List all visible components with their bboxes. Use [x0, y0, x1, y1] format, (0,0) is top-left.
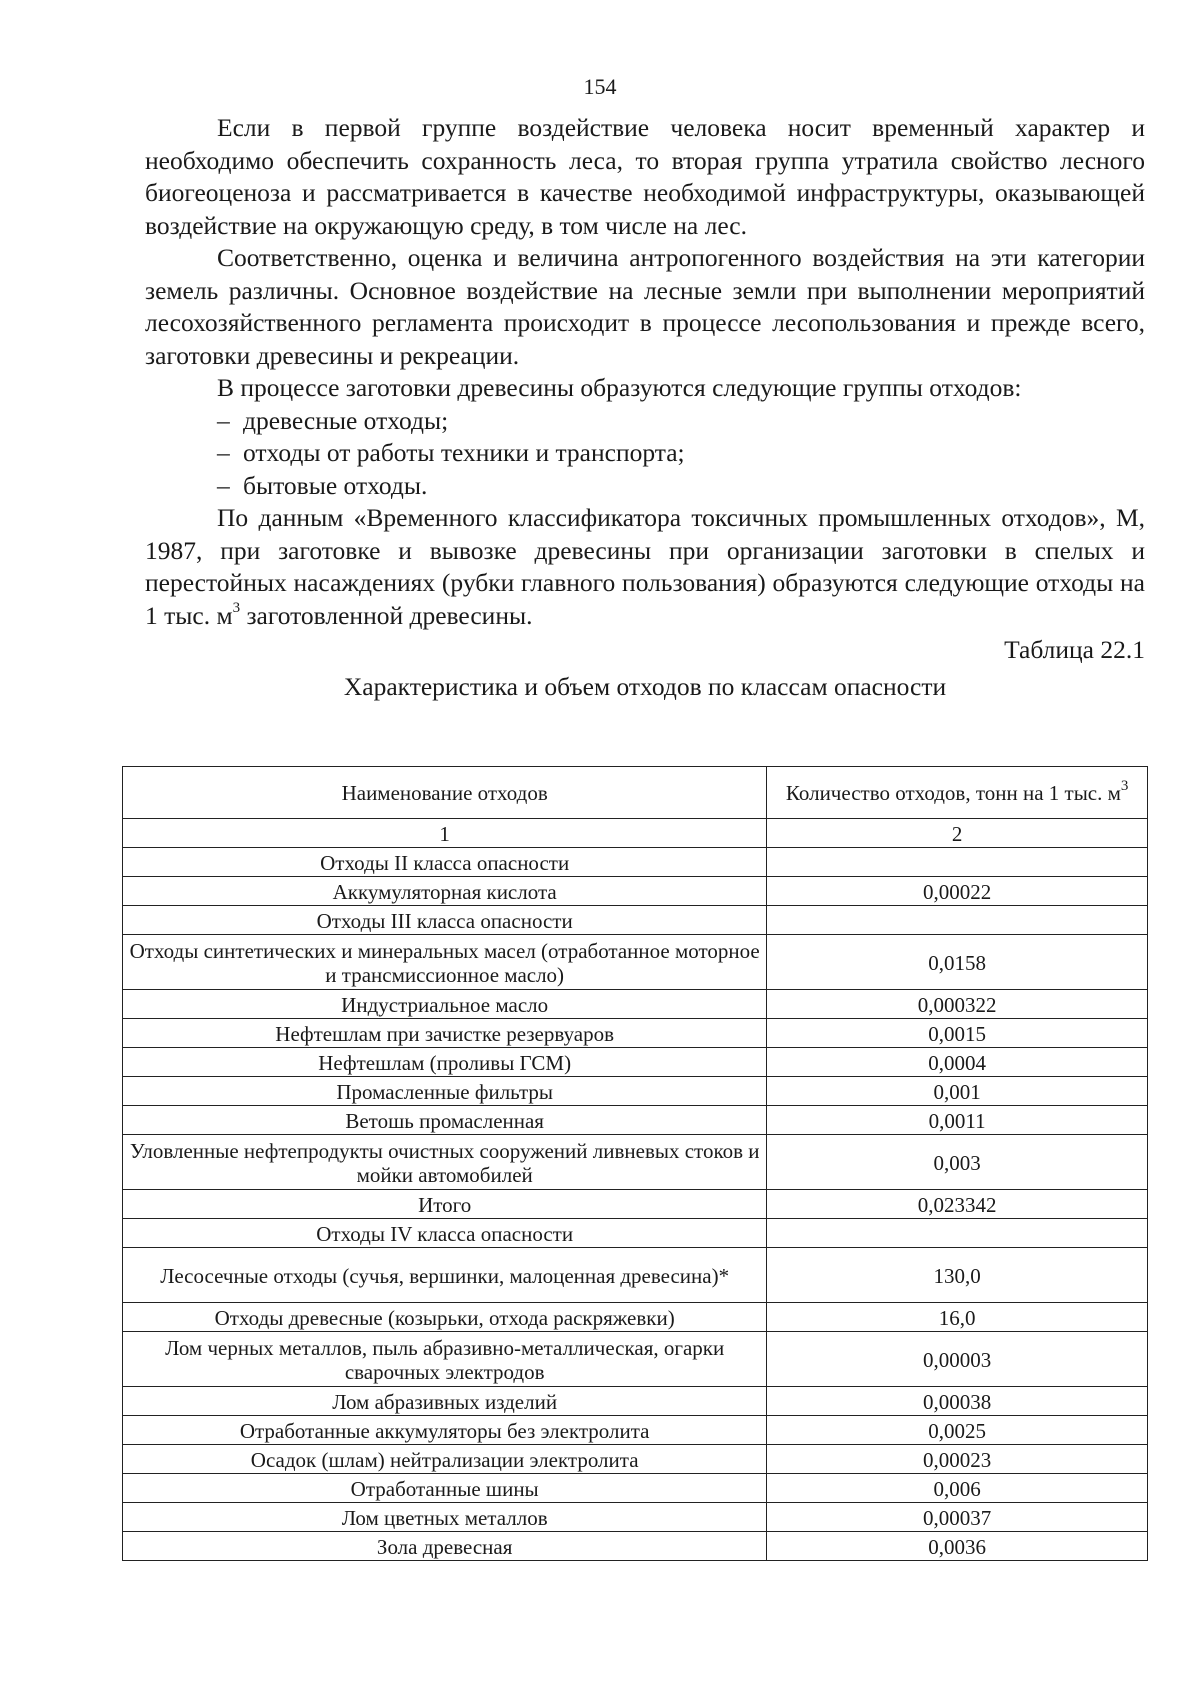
waste-name: Отходы III класса опасности [123, 906, 767, 935]
table-row-total [123, 1190, 1148, 1219]
superscript: 3 [1120, 778, 1129, 794]
list-item-text: древесные отходы; [243, 405, 449, 435]
classifier-text: По данным «Временного классификатора токсичных промышленных отходов», М, 1987, при заготовке и вывозке древесины при организации заготовки в спелых и перестойных насаждениях (рубки главного пользования) образуются следующие отходы на 1 тыс. м [145, 503, 1145, 630]
waste-amount [767, 848, 1148, 877]
waste-name: Промасленные фильтры [123, 1077, 767, 1106]
table-row [123, 1445, 1148, 1474]
waste-name: Отработанные шины [123, 1474, 767, 1503]
waste-amount [767, 1219, 1148, 1248]
header-waste-name: Наименование отходов [123, 767, 767, 819]
table-row [123, 1303, 1148, 1332]
waste-table [122, 766, 1148, 1561]
waste-name: Нефтешлам при зачистке резервуаров [123, 1019, 767, 1048]
waste-amount: 0,0158 [767, 935, 1148, 990]
table-row [123, 1135, 1148, 1190]
table-row [123, 1503, 1148, 1532]
waste-amount: 0,00037 [767, 1503, 1148, 1532]
column-number: 2 [767, 819, 1148, 848]
waste-amount: 0,0025 [767, 1416, 1148, 1445]
waste-name: Лом черных металлов, пыль абразивно-металлическая, огарки сварочных электродов [123, 1332, 767, 1387]
waste-name: Осадок (шлам) нейтрализации электролита [123, 1445, 767, 1474]
table-row [123, 1077, 1148, 1106]
table-label: Таблица 22.1 [1004, 635, 1145, 664]
waste-amount: 0,023342 [767, 1190, 1148, 1219]
superscript: 3 [232, 600, 241, 616]
waste-amount: 0,0015 [767, 1019, 1148, 1048]
body-text [145, 112, 1145, 703]
waste-amount: 0,000322 [767, 990, 1148, 1019]
waste-name: Отходы синтетических и минеральных масел (отработанное моторное и трансмиссионное масло) [123, 935, 767, 990]
column-number: 1 [123, 819, 767, 848]
table-row [123, 1474, 1148, 1503]
waste-name: Зола древесная [123, 1532, 767, 1561]
waste-amount: 0,006 [767, 1474, 1148, 1503]
table-row [123, 906, 1148, 935]
header-waste-amount [767, 767, 1148, 819]
waste-amount: 0,00003 [767, 1332, 1148, 1387]
waste-name: Отходы IV класса опасности [123, 1219, 767, 1248]
waste-name: Лом цветных металлов [123, 1503, 767, 1532]
dash-bullet: – [217, 438, 230, 467]
list-item-text: отходы от работы техники и транспорта; [243, 438, 685, 467]
table-row [123, 990, 1148, 1019]
waste-amount: 0,0036 [767, 1532, 1148, 1561]
waste-name: Отходы II класса опасности [123, 848, 767, 877]
waste-amount: 0,001 [767, 1077, 1148, 1106]
waste-name: Нефтешлам (проливы ГСМ) [123, 1048, 767, 1077]
waste-name: Отходы древесные (козырьки, отхода раскряжевки) [123, 1303, 767, 1332]
waste-amount: 0,0011 [767, 1106, 1148, 1135]
table-row [123, 1106, 1148, 1135]
list-item [145, 470, 1145, 503]
dash-bullet: – [217, 470, 230, 500]
waste-name: Индустриальное масло [123, 990, 767, 1019]
waste-name: Лесосечные отходы (сучья, вершинки, малоценная древесина)* [123, 1248, 767, 1303]
waste-name: Уловленные нефтепродукты очистных сооружений ливневых стоков и мойки автомобилей [123, 1135, 767, 1190]
waste-amount [767, 906, 1148, 935]
table-row [123, 1332, 1148, 1387]
table-row [123, 1248, 1148, 1303]
table-row [123, 1219, 1148, 1248]
list-item [145, 437, 1145, 470]
waste-amount: 16,0 [767, 1303, 1148, 1332]
waste-amount: 0,003 [767, 1135, 1148, 1190]
waste-amount: 130,0 [767, 1248, 1148, 1303]
paragraph-impact-groups: Если в первой группе воздействие человека носит временный характер и необходимо обеспечить сохранность леса, то вторая группа утратила свойство лесного биогеоценоза и рассматривается в качестве необходимой инфраструктуры, оказывающей воздействие на окружающую среду, в том числе на лес. [145, 113, 1145, 240]
paragraph-impact-assessment: Соответственно, оценка и величина антропогенного воздействия на эти категории земель различны. Основное воздействие на лесные земли при выполнении мероприятий лесохозяйственного регламента происходит в процессе лесопользования и прежде всего, заготовки древесины и рекреации. [145, 243, 1145, 370]
paragraph-waste-groups-intro: В процессе заготовки древесины образуются следующие группы отходов: [217, 373, 1022, 402]
dash-bullet: – [217, 405, 230, 435]
table-row [123, 935, 1148, 990]
table-row [123, 1532, 1148, 1561]
waste-name: Итого [123, 1190, 767, 1219]
page-number: 154 [583, 74, 617, 99]
waste-name: Аккумуляторная кислота [123, 877, 767, 906]
paragraph-classifier-reference [145, 502, 1145, 632]
waste-name: Лом абразивных изделий [123, 1387, 767, 1416]
table-title: Характеристика и объем отходов по классам опасности [343, 671, 947, 701]
header-amount-text: Количество отходов, тонн на 1 тыс. м [785, 781, 1121, 805]
list-item [145, 405, 1145, 438]
table-row [123, 1387, 1148, 1416]
classifier-text-tail: заготовленной древесины. [240, 600, 533, 630]
table-row [123, 1416, 1148, 1445]
waste-amount: 0,00022 [767, 877, 1148, 906]
waste-name: Отработанные аккумуляторы без электролита [123, 1416, 767, 1445]
waste-amount: 0,0004 [767, 1048, 1148, 1077]
table-header-row [123, 767, 1148, 819]
table-row [123, 1048, 1148, 1077]
table-row [123, 848, 1148, 877]
table-numbering-row [123, 819, 1148, 848]
waste-name: Ветошь промасленная [123, 1106, 767, 1135]
waste-amount: 0,00038 [767, 1387, 1148, 1416]
table-row [123, 1019, 1148, 1048]
table-row [123, 877, 1148, 906]
waste-amount: 0,00023 [767, 1445, 1148, 1474]
list-item-text: бытовые отходы. [243, 470, 428, 500]
